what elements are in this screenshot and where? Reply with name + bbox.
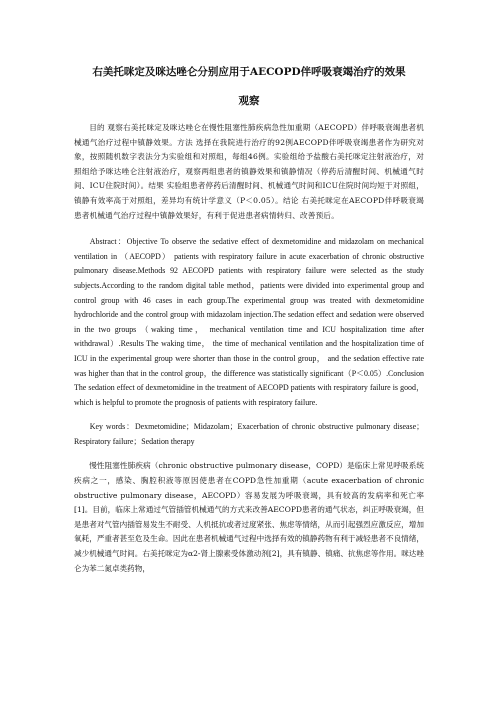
paper-title — [74, 64, 424, 109]
paper-title-line-2: 观察 — [238, 95, 260, 107]
paper-title-line-1: 右美托咪定及咪达唑仑分别应用于AECOPD伴呼吸衰竭治疗的效果 — [92, 66, 406, 78]
keywords: Key words：Dexmetomidine；Midazolam；Exacerbation of chronic obstructive pulmonary disease； Respiratory failure；Sedation therapy — [74, 422, 424, 446]
english-abstract: Abstract：Objective To observe the sedative effect of dexmetomidine and midazolam on mechanical ventilation in （AECOPD） patients with respiratory failure in acute exacerbation of chronic obstructive pulmonary disease.Methods 92 AECOPD patients with respiratory failure were selected as the study subjects.According to the random digital table method，patients were divided into experimental group and control group with 46 cases in each group.The experimental group was treated with dexmetomidine hydrochloride and the control group with midazolam injection.The sedation effect and sedation were observed in the two groups （waking time， mechanical ventilation time and ICU hospitalization time after withdrawal）.Results The waking time， the time of mechanical ventilation and the hospitalization time of ICU in the experimental group were shorter than those in the control group， and the sedation effective rate was higher than that in the control group，the difference was statistically significant（P＜0.05）.Conclusion The sedation effect of dexmetomidine in the treatment of AECOPD patients with respiratory failure is good， which is helpful to promote the prognosis of patients with respiratory failure. — [74, 237, 424, 407]
body-paragraph: 慢性阻塞性肺疾病（chronic obstructive pulmonary disease，COPD）是临床上常见呼吸系统疾病之一，感染、胸腔积液等原因使患者在COPD急性加重期（acute exacerbation of chronic obstructive pulmonary disease，AECOPD）容易发展为呼吸衰竭，具有较高的发病率和死亡率[1]。目前，临床上常通过气管插管机械通气的方式来改善AECOPD患者的通气状态，纠正呼吸衰竭，但是患者对气管内插管易发生不耐受、人机抵抗或者过度紧张、焦虑等情绪，从而引起强烈应激反应，增加氧耗，严重者甚至危及生命。因此在患者机械通气过程中选择有效的镇静药物有利于减轻患者不良情绪，减少机械通气时间。右美托咪定为α2-肾上腺素受体激动剂[2]，具有镇静、镇痛、抗焦虑等作用。咪达唑仑为苯二氮卓类药物， — [74, 461, 424, 573]
chinese-abstract: 目的 观察右美托咪定及咪达唑仑在慢性阻塞性肺疾病急性加重期（AECOPD）伴呼吸衰竭患者机械通气治疗过程中镇静效果。方法 选择在我院进行治疗的92例AECOPD伴呼吸衰竭患者作为研究对象，按照随机数字表法分为实验组和对照组，每组46例。实验组给予盐酸右美托咪定注射液治疗，对照组给予咪达唑仑注射液治疗，观察两组患者的镇静效果和镇静情况（停药后清醒时间、机械通气时间、ICU住院时间）。结果 实验组患者停药后清醒时间、机械通气时间和ICU住院时间均短于对照组，镇静有效率高于对照组，差异均有统计学意义（P＜0.05）。结论 右美托咪定在AECOPD伴呼吸衰竭患者机械通气治疗过程中镇静效果好，有利于促进患者病情转归、改善预后。 — [74, 123, 424, 220]
